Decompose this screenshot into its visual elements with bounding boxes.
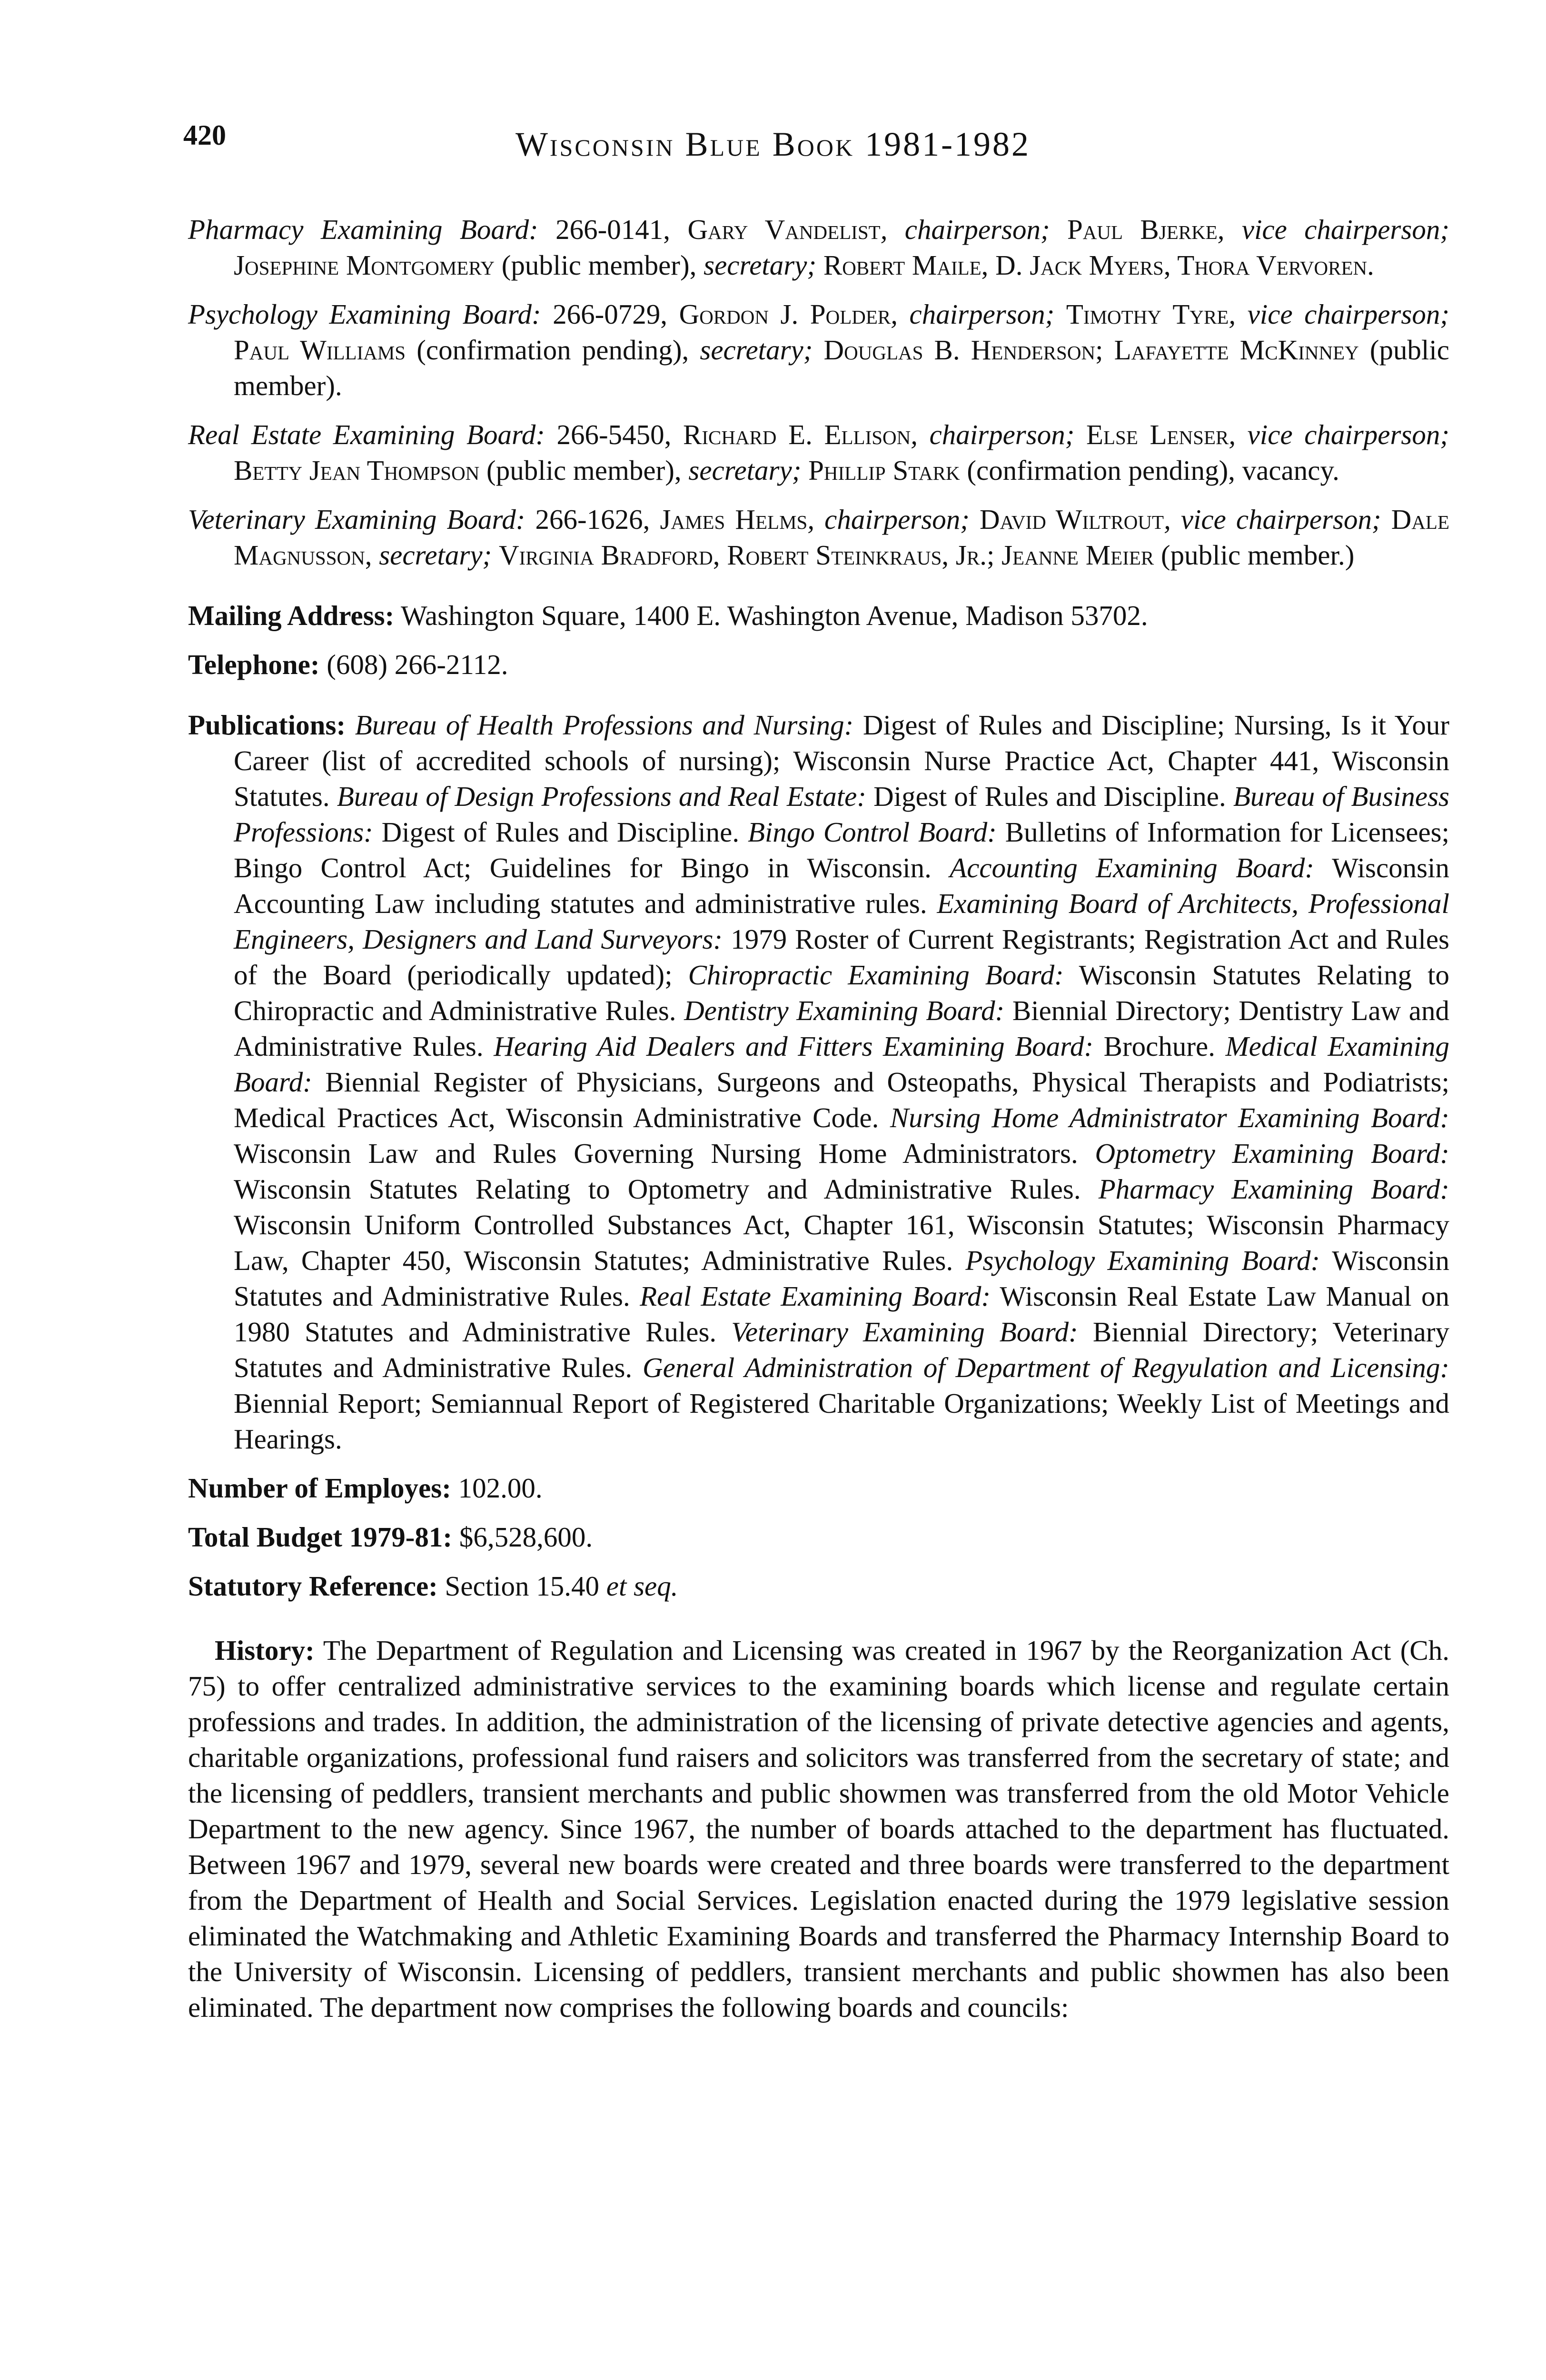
publication-board-name: Psychology Examining Board:	[965, 1245, 1320, 1276]
publication-titles: Biennial Directory; Veterinary Statutes and Administrative Rules.	[234, 1316, 1450, 1383]
budget-label: Total Budget 1979-81:	[188, 1521, 453, 1553]
publication-titles: Digest of Rules and Discipline; Nursing, Is it Your Career (list of accredited schools of nursing); Wisconsin Nurse Practice Act, Chapter 441, Wisconsin Statutes.	[234, 709, 1449, 812]
publication-board-name: Bingo Control Board:	[747, 816, 997, 848]
board-chair-role: , chairperson;	[807, 504, 980, 535]
employes-label: Number of Employes:	[188, 1472, 451, 1504]
statutory-label: Statutory Reference:	[188, 1570, 438, 1602]
board-secretary: Josephine Montgomery	[234, 249, 495, 281]
board-secretary-note: ,	[365, 539, 379, 571]
board-entry-psychology	[188, 297, 1449, 404]
page-number: 420	[183, 119, 226, 151]
employes-value: 102.00.	[451, 1472, 543, 1504]
publication-titles: Wisconsin Statutes and Administrative Rules.	[234, 1245, 1450, 1312]
publication-titles: Digest of Rules and Discipline.	[866, 781, 1233, 812]
budget-value: $6,528,600.	[452, 1521, 593, 1553]
board-phone: 266-5450,	[545, 419, 683, 450]
board-secretary-role: secretary;	[688, 455, 809, 486]
board-vice: Else Lenser	[1086, 419, 1229, 450]
publication-titles: Wisconsin Accounting Law including statutes and administrative rules.	[234, 852, 1449, 919]
board-vice: Paul Bjerke	[1067, 214, 1218, 245]
board-vice: Timothy Tyre	[1066, 298, 1229, 330]
board-members: Douglas B. Henderson; Lafayette McKinney	[823, 334, 1359, 366]
publication-board-name: Pharmacy Examining Board:	[1098, 1173, 1449, 1205]
mailing-address-label: Mailing Address:	[188, 600, 395, 631]
board-members-note: (public member).	[234, 334, 1449, 401]
publication-board-name: Nursing Home Administrator Examining Board:	[890, 1102, 1449, 1133]
board-secretary-role: secretary;	[700, 334, 824, 366]
board-chair: Richard E. Ellison	[683, 419, 911, 450]
publication-board-name: Examining Board of Architects, Professional Engineers, Designers and Land Surveyors:	[234, 888, 1450, 955]
publication-titles: Wisconsin Statutes Relating to Chiropractic and Administrative Rules.	[234, 959, 1449, 1026]
history-text: The Department of Regulation and Licensing was created in 1967 by the Reorganization Act (Ch. 75) to offer centralized administrative services to the examining boards which license and regulate certain professions and trades. In addition, the administration of the licensing of private detective agencies and agents, charitable organizations, professional fund raisers and solicitors was transferred from the secretary of state; and the licensing of peddlers, transient merchants and public showmen was transferred from the old Motor Vehicle Department to the new agency. Since 1967, the number of boards attached to the department has fluctuated. Between 1967 and 1979, several new boards were created and three boards were transferred to the department from the Department of Health and Social Services. Legislation enacted during the 1979 legislative session eliminated the Watchmaking and Athletic Examining Boards and transferred the Pharmacy Internship Board to the University of Wisconsin. Licensing of peddlers, transient merchants and public showmen has also been eliminated. The department now comprises the following boards and councils:	[188, 1635, 1449, 2023]
publication-board-name: General Administration of Department of Regyulation and Licensing:	[642, 1352, 1450, 1383]
total-budget	[188, 1519, 1449, 1555]
board-chair: James Helms	[660, 504, 808, 535]
board-chair: Gary Vandelist	[687, 214, 881, 245]
publication-board-name: Bureau of Design Professions and Real Estate:	[337, 781, 866, 812]
publications-list	[234, 709, 1449, 1455]
publication-board-name: Bureau of Business Professions:	[234, 781, 1450, 848]
publication-titles: 1979 Roster of Current Registrants; Registration Act and Rules of the Board (periodically updated);	[234, 923, 1449, 991]
mailing-address-value: Washington Square, 1400 E. Washington Avenue, Madison 53702.	[394, 600, 1148, 631]
board-phone: 266-1626,	[525, 504, 660, 535]
board-vice-role: , vice chairperson;	[1217, 214, 1449, 245]
board-vice-role: , vice chairperson;	[1229, 419, 1450, 450]
publication-board-name: Accounting Examining Board:	[950, 852, 1315, 883]
publication-titles: Bulletins of Information for Licensees; Bingo Control Act; Guidelines for Bingo in Wisconsin.	[234, 816, 1449, 883]
board-secretary-note: (public member),	[495, 249, 704, 281]
mailing-address	[188, 598, 1449, 634]
board-name: Veterinary Examining Board:	[188, 504, 525, 535]
history-label: History:	[215, 1635, 315, 1666]
publication-board-name: Chiropractic Examining Board:	[688, 959, 1064, 991]
board-chair-role: , chairperson;	[880, 214, 1067, 245]
board-chair-role: , chairperson;	[891, 298, 1066, 330]
board-members: Robert Maile, D. Jack Myers, Thora Vervoren	[823, 249, 1368, 281]
statutory-italic: et seq.	[606, 1570, 678, 1602]
board-members-note: (public member.)	[1154, 539, 1355, 571]
publication-board-name: Bureau of Health Professions and Nursing:	[355, 709, 854, 741]
board-secretary: Dale Magnusson	[234, 504, 1450, 571]
history	[188, 1633, 1449, 2025]
board-phone: 266-0141,	[538, 214, 688, 245]
board-chair-role: , chairperson;	[911, 419, 1086, 450]
board-name: Real Estate Examining Board:	[188, 419, 545, 450]
board-vice-role: , vice chairperson;	[1164, 504, 1391, 535]
publication-titles: Wisconsin Real Estate Law Manual on 1980 Statutes and Administrative Rules.	[234, 1280, 1449, 1348]
publication-board-name: Hearing Aid Dealers and Fitters Examining Board:	[494, 1031, 1094, 1062]
board-vice: David Wiltrout	[980, 504, 1164, 535]
board-entry-real-estate	[188, 417, 1449, 488]
publications-label: Publications:	[188, 709, 346, 741]
board-entry-pharmacy	[188, 212, 1449, 283]
body-text	[188, 212, 1449, 2025]
board-name: Psychology Examining Board:	[188, 298, 541, 330]
board-secretary-role: secretary;	[704, 249, 823, 281]
board-secretary-role: secretary;	[379, 539, 499, 571]
board-chair: Gordon J. Polder	[679, 298, 891, 330]
board-name: Pharmacy Examining Board:	[188, 214, 538, 245]
number-of-employes	[188, 1470, 1449, 1506]
board-entry-veterinary	[188, 502, 1449, 573]
publication-board-name: Medical Examining Board:	[234, 1031, 1449, 1098]
publication-board-name: Optometry Examining Board:	[1095, 1138, 1449, 1169]
publications	[188, 707, 1449, 1457]
publication-board-name: Veterinary Examining Board:	[731, 1316, 1078, 1348]
publication-titles: Brochure.	[1093, 1031, 1226, 1062]
running-head: Wisconsin Blue Book 1981-1982	[515, 125, 1031, 163]
publication-board-name: Real Estate Examining Board:	[640, 1280, 991, 1312]
board-members: Phillip Stark	[808, 455, 960, 486]
board-members-note: .	[1367, 249, 1374, 281]
publication-titles: Wisconsin Statutes Relating to Optometry and Administrative Rules.	[234, 1173, 1099, 1205]
publication-titles: Biennial Report; Semiannual Report of Registered Charitable Organizations; Weekly List of Meetings and Hearings.	[234, 1388, 1449, 1455]
board-vice-role: , vice chairperson;	[1229, 298, 1449, 330]
board-secretary: Paul Williams	[234, 334, 406, 366]
telephone	[188, 647, 1449, 683]
publication-titles: Biennial Directory; Dentistry Law and Administrative Rules.	[234, 995, 1449, 1062]
publication-titles: Wisconsin Uniform Controlled Substances Act, Chapter 161, Wisconsin Statutes; Wisconsin Pharmacy Law, Chapter 450, Wisconsin Statutes; Administrative Rules.	[234, 1209, 1449, 1276]
telephone-label: Telephone:	[188, 649, 320, 680]
publication-titles: Wisconsin Law and Rules Governing Nursing Home Administrators.	[234, 1138, 1095, 1169]
board-members-note: (confirmation pending), vacancy.	[960, 455, 1339, 486]
statutory-value: Section 15.40	[437, 1570, 606, 1602]
board-members: Virginia Bradford, Robert Steinkraus, Jr.; Jeanne Meier	[498, 539, 1154, 571]
board-phone: 266-0729,	[541, 298, 679, 330]
publication-board-name: Dentistry Examining Board:	[684, 995, 1005, 1026]
board-secretary: Betty Jean Thompson	[234, 455, 480, 486]
statutory-reference	[188, 1568, 1449, 1604]
board-secretary-note: (public member),	[479, 455, 689, 486]
board-secretary-note: (confirmation pending),	[406, 334, 700, 366]
telephone-value: (608) 266-2112.	[319, 649, 508, 680]
publication-titles: Biennial Register of Physicians, Surgeons and Osteopaths, Physical Therapists and Podiatrists; Medical Practices Act, Wisconsin Administrative Code.	[234, 1066, 1449, 1133]
publication-titles: Digest of Rules and Discipline.	[373, 816, 748, 848]
